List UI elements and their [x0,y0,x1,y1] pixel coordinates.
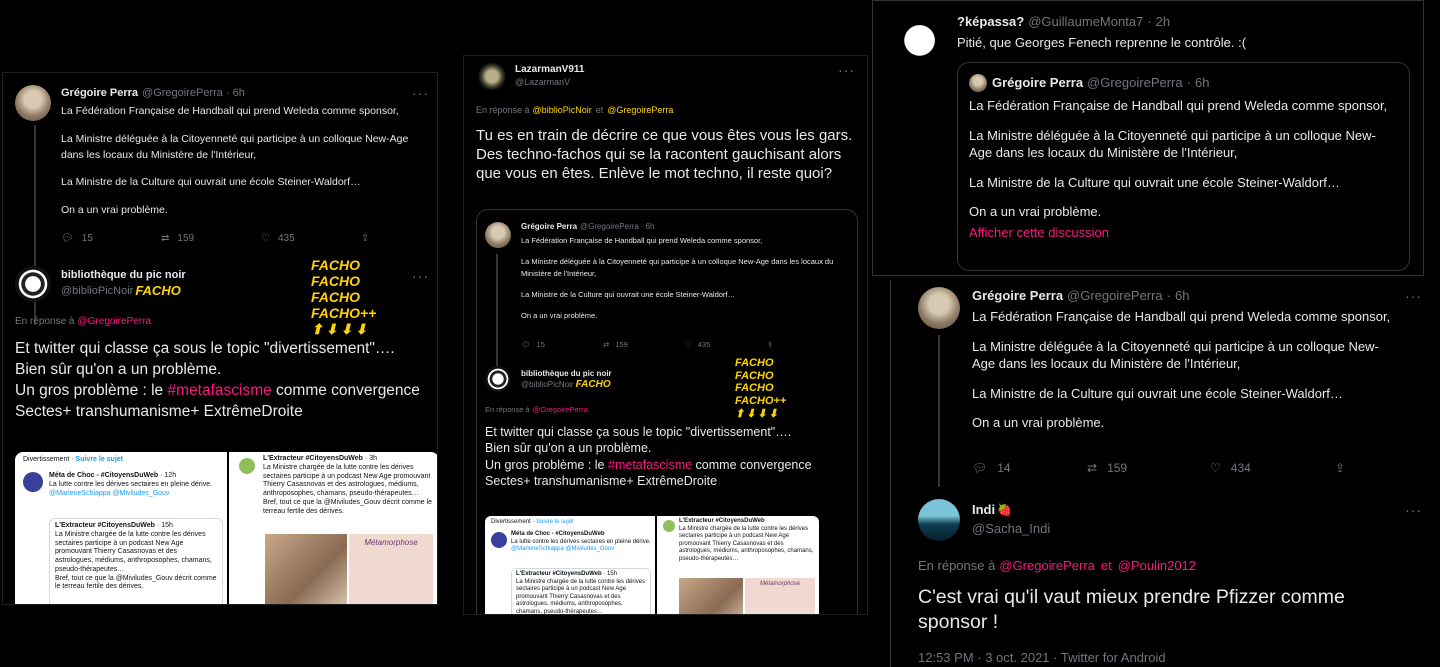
quoted-screenshot[interactable]: Grégoire Perra @GregoirePerra · 6h La Fédération Française de Handball qui prend Weleda comme sponsor, La Ministre déléguée à la Citoyenneté qui participe à un colloque New-Age dans les locaux du Ministère de l'Intérieur, La Ministre de la Culture qui ouvrait une école Steiner-Waldorf… On a un vrai problème. 💬︎ 15 ⇄ 159 ♡ 435 ⇪ bibliothèque du pic noir @biblioPicNoir FACHO FACHO FACHO FACHO FACHO++ ⬆⬇⬇⬇ En réponse à @GregoirePerra Et twitter qui classe ça sous le topic "divertissement"…. Bien sûr qu'on a un problème. Un gros problème : le #metafascisme comme convergence Sectes+ transhumanisme+ ExtrêmeDroite Divertissement · Suivre le sujet Méta de Choc - #CitoyensDuWeb La lutte contre les dérives sectaires en pleine dérive. @MarleneSchiappa @Miviludes_Gouv L'Extracteur #CitoyensDuWeb · 15h La Ministre chargée de la lutte contre les dérives sectaires participe à un podcast New Age promouvant Thierry Casasnovas et des astrologues, médiums, anthroposophes, chamans, pseudo-thérapeutes… L'Extracteur #CitoyensDuWeb La Ministre chargée de la lutte contre les dérives sectaires participe à un podcast New Age promouvant Thierry Casasnovas et des astrologues, médiums, anthroposophes, chamans, pseudo-thérapeutes… Métamorphose [476,209,858,615]
reply-button[interactable] [972,461,1087,475]
avatar[interactable] [476,62,508,94]
avatar[interactable] [918,287,960,329]
reply-button[interactable] [61,233,161,244]
tweet-text: On a un vrai problème. [61,204,168,216]
author-name[interactable]: bibliothèque du pic noir [61,269,186,281]
avatar[interactable] [902,14,946,58]
like-count: 434 [1230,461,1251,475]
tweet-text: La Ministre déléguée à la Citoyenneté qui participe à un colloque New- [969,127,1376,143]
share-button[interactable] [1335,461,1345,475]
tweet-text: La Ministre de la Culture qui ouvrait une école Steiner-Waldorf… [61,176,361,189]
reply-count: 15 [536,340,545,349]
like-button[interactable] [1210,461,1335,475]
hashtag-link: #metafascisme [608,457,693,472]
avatar[interactable] [918,499,960,541]
tweet-time: 6h [645,222,655,231]
tweet-time[interactable]: 6h [232,87,245,99]
retweet-icon: ⇄ [1087,461,1098,475]
like-count: 435 [697,340,711,349]
more-icon[interactable]: ··· [1405,288,1422,304]
handle-annotation: FACHO [135,283,181,298]
screenshot-panel-2: LazarmanV911 @LazarmanV ··· En réponse à @biblioPicNoir et @GregoirePerra Tu es en train de décrire ce que vous êtes vous les gars. Des techno-fachos qui se la racontent gauchisant alors que vous en êtes. Enlève le mot techno, il reste quoi? Grégoire Perra @GregoirePerra · 6h La Fédération Française de Handball qui prend Weleda comme sponsor, La Ministre déléguée à la Citoyenneté qui participe à un colloque New-Age dans les locaux du Ministère de l'Intérieur, La Ministre de la Culture qui ouvrait une école Steiner-Waldorf… On a un vrai problème. 💬︎ 15 ⇄ 159 ♡ 435 ⇪ bibliothèque du pic noir @biblioPicNoir FACHO FACHO FACHO FACHO FACHO++ ⬆⬇⬇⬇ En réponse à @GregoirePerra Et twitter qui classe ça sous le topic "divertissement"…. Bien sûr qu'on a un problème. Un gros problème : le #metafascisme comme convergence Sectes+ transhumanisme+ ExtrêmeDroite Divertissement · Suivre le sujet Méta de Choc - #CitoyensDuWeb La lutte contre les dérives sectaires en pleine dérive. @MarleneSchiappa @Miviludes_Gouv L'Extracteur #CitoyensDuWeb · 15h La Ministre chargée de la lutte contre les dérives sectaires participe à un podcast New Age promouvant Thierry Casasnovas et des astrologues, médiums, anthroposophes, chamans, pseudo-thérapeutes… L'Extracteur #CitoyensDuWeb La Ministre chargée de la lutte contre les dérives sectaires participe à un podcast New Age promouvant Thierry Casasnovas et des astrologues, médiums, anthroposophes, chamans, pseudo-thérapeutes… Métamorphose [463,55,868,615]
strawberry-icon: 🍓 [997,502,1013,517]
avatar [23,472,43,492]
reply-count: 14 [997,461,1011,475]
attached-image-left[interactable]: Divertissement · Suivre le sujet Méta de Choc - #CitoyensDuWeb · 12h La lutte contre les dérives sectaires en pleine dérive. @MarleneSchiappa @Miviludes_Gouv L'Extracteur #CitoyensDuWeb · 15h La Ministre chargée de la lutte contre les dérives sectaires participe à un podcast New Age promouvant Thierry Casasnovas et des astrologues, médiums, anthroposophes, chamans, pseudo-thérapeutes… Bref, tout ce que la @Miviludes_Gouv décrit comme le terreau fertile des dérives. [15,452,227,605]
retweet-count: 159 [1107,461,1128,475]
tweet-text: On a un vrai problème. [521,311,598,320]
avatar [239,458,255,474]
avatar [485,222,511,248]
reply-mention-link[interactable]: @GregoirePerra [77,316,152,327]
author-handle: @biblioPicNoir [521,380,574,389]
more-icon[interactable]: ··· [412,268,429,284]
reply-icon: 💬︎ [61,233,74,244]
screenshot-panel-1: Grégoire Perra @GregoirePerra · 6h ··· La Fédération Française de Handball qui prend Weleda comme sponsor, La Ministre déléguée à la Citoyenneté qui participe à un colloque New-Age dans les locaux du Ministère de l'Intérieur, La Ministre de la Culture qui ouvrait une école Steiner-Waldorf… On a un vrai problème. 💬︎ 15 ⇄ 159 ♡ 435 ⇪ bibliothèque du pic noir @biblioPicNoir FACHO FACHO FACHO FACHO FACHO++ ⬆⬇⬇⬇ ··· En réponse à @GregoirePerra Et twitter qui classe ça sous le topic "divertissement"…. Bien sûr qu'on a un problème. Un gros problème : le #metafascisme comme convergence Sectes+ transhumanisme+ ExtrêmeDroite Divertissement · Suivre le sujet Méta de Choc - #CitoyensDuWeb · 12h La lutte contre les dérives sectaires en pleine dérive. @MarleneSchiappa @Miviludes_Gouv L'Extracteur #CitoyensDuWeb · 15h La Ministre chargée de la lutte contre les dérives sectaires participe à un podcast New Age promouvant Thierry Casasnovas et des astrologues, médiums, anthroposophes, chamans, pseudo-thérapeutes… Bref, tout ce que la @Miviludes_Gouv décrit comme le terreau fertile des dérives. L'Extracteur #CitoyensDuWeb · 3h La Ministre chargée de la lutte contre les dérives sectaires participe à un podcast New Age promouvant Thierry Casasnovas et des astrologues, médiums, anthroposophes, chamans, pseudo-thérapeutes… Bref, tout ce que la @Miviludes_Gouv décrit comme le terreau fertile des dérives. Métamorphose [2,72,438,605]
tweet-text: comme convergence Sectes+ transhumanisme+ ExtrêmeDroite [15,381,420,420]
attached-image-left: Divertissement · Suivre le sujet Méta de Choc - #CitoyensDuWeb La lutte contre les dérives sectaires en pleine dérive. @MarleneSchiappa @Miviludes_Gouv L'Extracteur #CitoyensDuWeb · 15h La Ministre chargée de la lutte contre les dérives sectaires participe à un podcast New Age promouvant Thierry Casasnovas et des astrologues, médiums, anthroposophes, chamans, pseudo-thérapeutes… [485,516,655,615]
tweet-time[interactable]: 2h [1155,14,1171,29]
tweet-text: Pitié, que Georges Fenech reprenne le contrôle. :( [957,35,1247,50]
screenshot-panel-4: Grégoire Perra @GregoirePerra · 6h ··· La Fédération Française de Handball qui prend Weleda comme sponsor, La Ministre déléguée à la Citoyenneté qui participe à un colloque New- Age dans les locaux du Ministère de l'Intérieur, La Ministre de la Culture qui ouvrait une école Steiner-Waldorf… On a un vrai problème. 💬︎ 14 ⇄ 159 ♡ 434 ⇪ Indi 🍓 @Sacha_Indi ··· En réponse à @GregoirePerra et @Poulin2012 C'est vrai qu'il vaut mieux prendre Pfizzer comme sponsor ! 12:53 PM · 3 oct. 2021 · Twitter for Android [890,280,1440,667]
reply-context-label: En réponse à [918,558,996,573]
thread-line [938,335,940,487]
author-name: Grégoire Perra [992,75,1084,90]
share-button[interactable] [361,233,369,244]
tweet-timestamp[interactable]: 12:53 PM · 3 oct. 2021 · Twitter for Android [918,650,1166,665]
reply-context-label: En réponse à [476,105,530,115]
tweet-text: On a un vrai problème. [969,204,1102,220]
reply-mention-link[interactable]: @GregoirePerra [999,558,1095,573]
tweet-text: La Ministre de la Culture qui ouvrait une école Steiner-Waldorf… [969,174,1340,190]
tweet-time[interactable]: 6h [1174,288,1190,303]
tweet-text: La Ministre de la Culture qui ouvrait une école Steiner-Waldorf… [972,385,1343,401]
author-name[interactable]: Grégoire Perra [61,87,139,99]
author-handle[interactable]: @GuillaumeMonta7 [1028,14,1144,29]
facho-annotation: FACHO FACHO FACHO FACHO++ ⬆⬇⬇⬇ [311,257,377,338]
tweet-time: 6h [1194,75,1210,90]
author-name[interactable]: Indi [972,502,996,517]
reply-mention-link[interactable]: @biblioPicNoir [532,105,592,115]
handle-annotation: FACHO [575,379,611,390]
tweet-text: La Ministre de la Culture qui ouvrait une école Steiner-Waldorf… [521,289,735,299]
tweet-text: La Fédération Française de Handball qui prend Weleda comme sponsor, [969,98,1388,113]
tweet-text: comme convergence Sectes+ transhumanisme+ ExtrêmeDroite [485,457,812,488]
like-button[interactable] [261,233,361,244]
quoted-tweet[interactable]: Grégoire Perra @GregoirePerra · 6h La Fédération Française de Handball qui prend Weleda comme sponsor, La Ministre déléguée à la Citoyenneté qui participe à un colloque New- Age dans les locaux du Ministère de l'Intérieur, La Ministre de la Culture qui ouvrait une école Steiner-Waldorf… On a un vrai problème. Afficher cette discussion [957,62,1410,271]
heart-icon: ♡ [261,233,270,244]
tweet-text: Des techno-fachos qui se la racontent gauchisant alors que vous en êtes. Enlève le mot techno, il reste quoi? [476,145,842,182]
tweet-text: Age dans les locaux du Ministère de l'Intérieur, [969,145,1238,161]
tweet-text: La Ministre déléguée à la Citoyenneté qui participe à un colloque New-Age dans les locaux du Ministère de l'Intérieur, [521,257,834,278]
tweet-text: Bien sûr qu'on a un problème. [15,360,222,378]
author-name: Grégoire Perra [521,222,578,231]
tweet-text: Age dans les locaux du Ministère de l'Intérieur, [972,356,1241,372]
tweet-text: Bien sûr qu'on a un problème. [485,441,652,456]
podcast-poster: Métamorphose [349,534,433,605]
avatar[interactable] [15,266,51,302]
tweet-text: La Ministre déléguée à la Citoyenneté qui participe à un colloque New-Age dans les locaux du Ministère de l'Intérieur, [61,132,409,161]
retweet-button[interactable] [161,233,261,244]
tweet-text: Un gros problème : le [15,381,164,399]
retweet-count: 159 [177,233,195,244]
tweet-text: Et twitter qui classe ça sous le topic "divertissement"…. [485,425,792,439]
retweet-icon: ⇄ [161,233,170,244]
screenshot-panel-3: ?képassa? @GuillaumeMonta7 · 2h Pitié, que Georges Fenech reprenne le contrôle. :( Grégoire Perra @GregoirePerra · 6h La Fédération Française de Handball qui prend Weleda comme sponsor, La Ministre déléguée à la Citoyenneté qui participe à un colloque New- Age dans les locaux du Ministère de l'Intérieur, La Ministre de la Culture qui ouvrait une école Steiner-Waldorf… On a un vrai problème. Afficher cette discussion [872,0,1424,276]
like-count: 435 [277,233,295,244]
podcast-photo [265,534,347,605]
more-icon[interactable]: ··· [838,62,855,78]
author-handle[interactable]: @GregoirePerra [1067,288,1163,303]
heart-icon: ♡ [1210,461,1221,475]
facho-annotation: FACHO FACHO FACHO FACHO++ ⬆⬇⬇⬇ [735,357,787,420]
avatar [969,74,987,92]
tweet-text: C'est vrai qu'il vaut mieux prendre Pfizzer comme sponsor ! [918,586,1345,634]
reply-icon: 💬︎ [972,461,988,475]
hashtag-link[interactable]: #metafascisme [167,381,272,399]
share-icon: ⇪ [361,233,370,244]
avatar[interactable] [15,85,51,121]
tweet-text: La Fédération Française de Handball qui prend Weleda comme sponsor, [972,309,1391,324]
retweet-count: 159 [615,340,628,349]
more-icon[interactable]: ··· [1405,502,1422,518]
tweet-text: Un gros problème : le [485,457,605,472]
author-handle: @GregoirePerra [1087,75,1183,90]
author-name: bibliothèque du pic noir [521,369,612,378]
attached-image-right[interactable]: L'Extracteur #CitoyensDuWeb · 3h La Ministre chargée de la lutte contre les dérives sectaires participe à un podcast New Age promouvant Thierry Casasnovas et des astrologues, médiums, anthroposophes, chamans, pseudo-thérapeutes… Bref, tout ce que la @Miviludes_Gouv décrit comme le terreau fertile des dérives. Métamorphose [229,452,438,605]
avatar [485,366,511,392]
show-thread-link[interactable]: Afficher cette discussion [969,224,1109,240]
share-icon: ⇪ [1335,461,1346,475]
reply-context-label: En réponse à [15,316,75,327]
retweet-button[interactable] [1087,461,1210,475]
tweet-text: La Fédération Française de Handball qui prend Weleda comme sponsor, [61,105,399,117]
author-handle[interactable]: @LazarmanV [515,77,571,87]
tweet-text: On a un vrai problème. [972,415,1105,431]
reply-mention-link[interactable]: @Poulin2012 [1117,558,1197,573]
reply-mention-link: @GregoirePerra [532,405,588,414]
tweet-text: La Fédération Française de Handball qui prend Weleda comme sponsor, [521,236,763,245]
author-handle[interactable]: @Sacha_Indi [972,521,1051,536]
reply-icon: 💬︎ [521,340,531,349]
heart-icon: ♡ [685,340,692,349]
share-icon: ⇪ [767,340,774,349]
reply-count: 15 [81,233,93,244]
author-handle[interactable]: @GregoirePerra [142,87,223,99]
reply-context-label: En réponse à [485,405,530,414]
more-icon[interactable]: ··· [412,85,429,101]
tweet-text: La Ministre déléguée à la Citoyenneté qui participe à un colloque New- [972,338,1379,354]
author-name[interactable]: LazarmanV911 [515,64,585,75]
author-name[interactable]: Grégoire Perra [972,288,1064,303]
tweet-text: Et twitter qui classe ça sous le topic "divertissement"…. [15,340,395,357]
author-handle: @GregoirePerra [580,222,639,231]
attached-image-right: L'Extracteur #CitoyensDuWeb La Ministre chargée de la lutte contre les dérives sectaires participe à un podcast New Age promouvant Thierry Casasnovas et des astrologues, médiums, anthroposophes, chamans, pseudo-thérapeutes… Métamorphose [657,516,819,615]
retweet-icon: ⇄ [603,340,610,349]
author-handle[interactable]: @biblioPicNoir [61,284,134,297]
author-name[interactable]: ?képassa? [957,14,1025,29]
reply-mention-link[interactable]: @GregoirePerra [607,105,674,115]
tweet-text: Tu es en train de décrire ce que vous êtes vous les gars. [476,127,853,144]
